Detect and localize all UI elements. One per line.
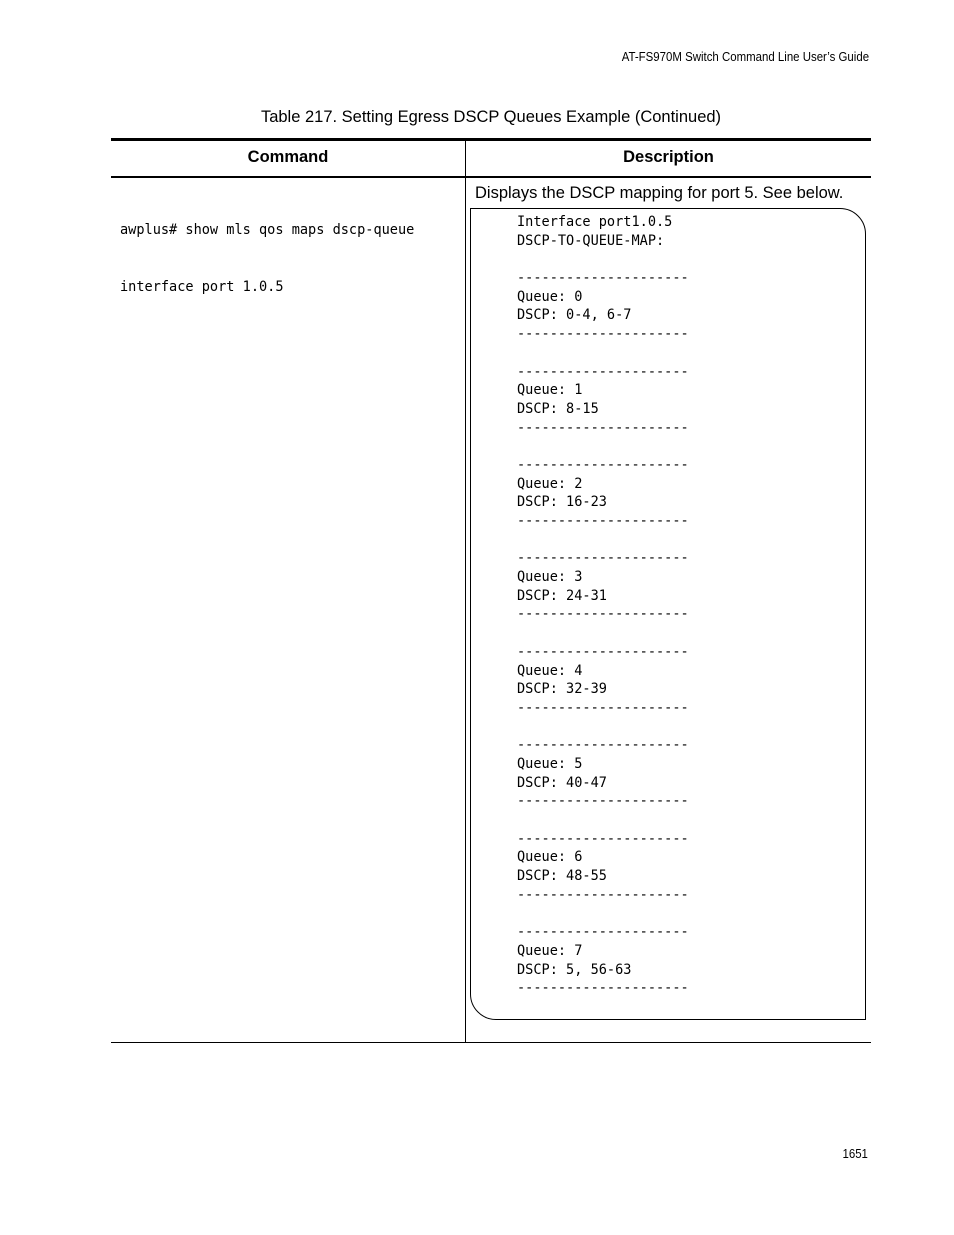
output-line — [517, 531, 689, 550]
output-line: DSCP: 48-55 — [517, 868, 607, 885]
output-line: --------------------- — [517, 643, 689, 660]
output-line — [517, 904, 689, 923]
output-line: DSCP: 16-23 — [517, 494, 607, 511]
table-caption: Table 217. Setting Egress DSCP Queues Example (Continued) — [260, 108, 722, 126]
output-line — [517, 718, 689, 737]
output-line: Queue: 5 — [517, 755, 583, 772]
output-line: --------------------- — [517, 699, 689, 716]
output-line: --------------------- — [517, 456, 689, 473]
output-line: --------------------- — [517, 550, 689, 567]
command-line: awplus# show mls qos maps dscp-queue — [120, 222, 415, 238]
output-line: DSCP: 5, 56-63 — [517, 961, 632, 978]
output-line: --------------------- — [517, 793, 689, 810]
output-line: DSCP: 40-47 — [517, 774, 607, 791]
description-text: Displays the DSCP mapping for port 5. See below. — [475, 184, 844, 202]
output-line — [517, 437, 689, 456]
command-cell — [120, 183, 423, 316]
output-line: Queue: 6 — [517, 849, 583, 866]
output-line: --------------------- — [517, 363, 689, 380]
table-bottom-rule — [111, 1042, 871, 1043]
output-line: --------------------- — [517, 419, 689, 436]
output-line: DSCP: 32-39 — [517, 681, 607, 698]
output-line: --------------------- — [517, 270, 689, 287]
output-line: Queue: 7 — [517, 942, 583, 959]
output-line: --------------------- — [517, 737, 689, 754]
output-line: DSCP: 24-31 — [517, 587, 607, 604]
output-line — [517, 344, 689, 363]
page-number: 1651 — [842, 1146, 868, 1161]
output-line — [517, 811, 689, 830]
column-divider — [465, 141, 466, 1042]
description-column-header: Description — [623, 148, 714, 166]
table-top-rule — [111, 138, 871, 141]
output-line: Queue: 3 — [517, 569, 583, 586]
output-line: --------------------- — [517, 326, 689, 343]
output-line: Queue: 1 — [517, 382, 583, 399]
header-rule — [111, 176, 871, 178]
output-line: --------------------- — [517, 606, 689, 623]
output-line: --------------------- — [517, 924, 689, 941]
output-line: --------------------- — [517, 513, 689, 529]
output-line: Queue: 0 — [517, 288, 583, 305]
output-line: DSCP: 8-15 — [517, 400, 599, 417]
command-line: interface port 1.0.5 — [120, 279, 284, 295]
output-line: --------------------- — [517, 886, 689, 903]
running-header: AT-FS970M Switch Command Line User’s Guide — [621, 49, 869, 64]
output-line: Interface port1.0.5 — [517, 214, 673, 230]
cli-output-text — [517, 213, 694, 998]
output-line: DSCP-TO-QUEUE-MAP: — [517, 232, 665, 249]
output-line — [517, 250, 689, 269]
output-line: --------------------- — [517, 830, 689, 847]
output-line: DSCP: 0-4, 6-7 — [517, 307, 632, 324]
output-line: --------------------- — [517, 980, 689, 997]
output-line: Queue: 2 — [517, 475, 583, 492]
output-line: Queue: 4 — [517, 662, 583, 679]
command-column-header: Command — [247, 148, 329, 166]
output-line — [517, 624, 689, 643]
